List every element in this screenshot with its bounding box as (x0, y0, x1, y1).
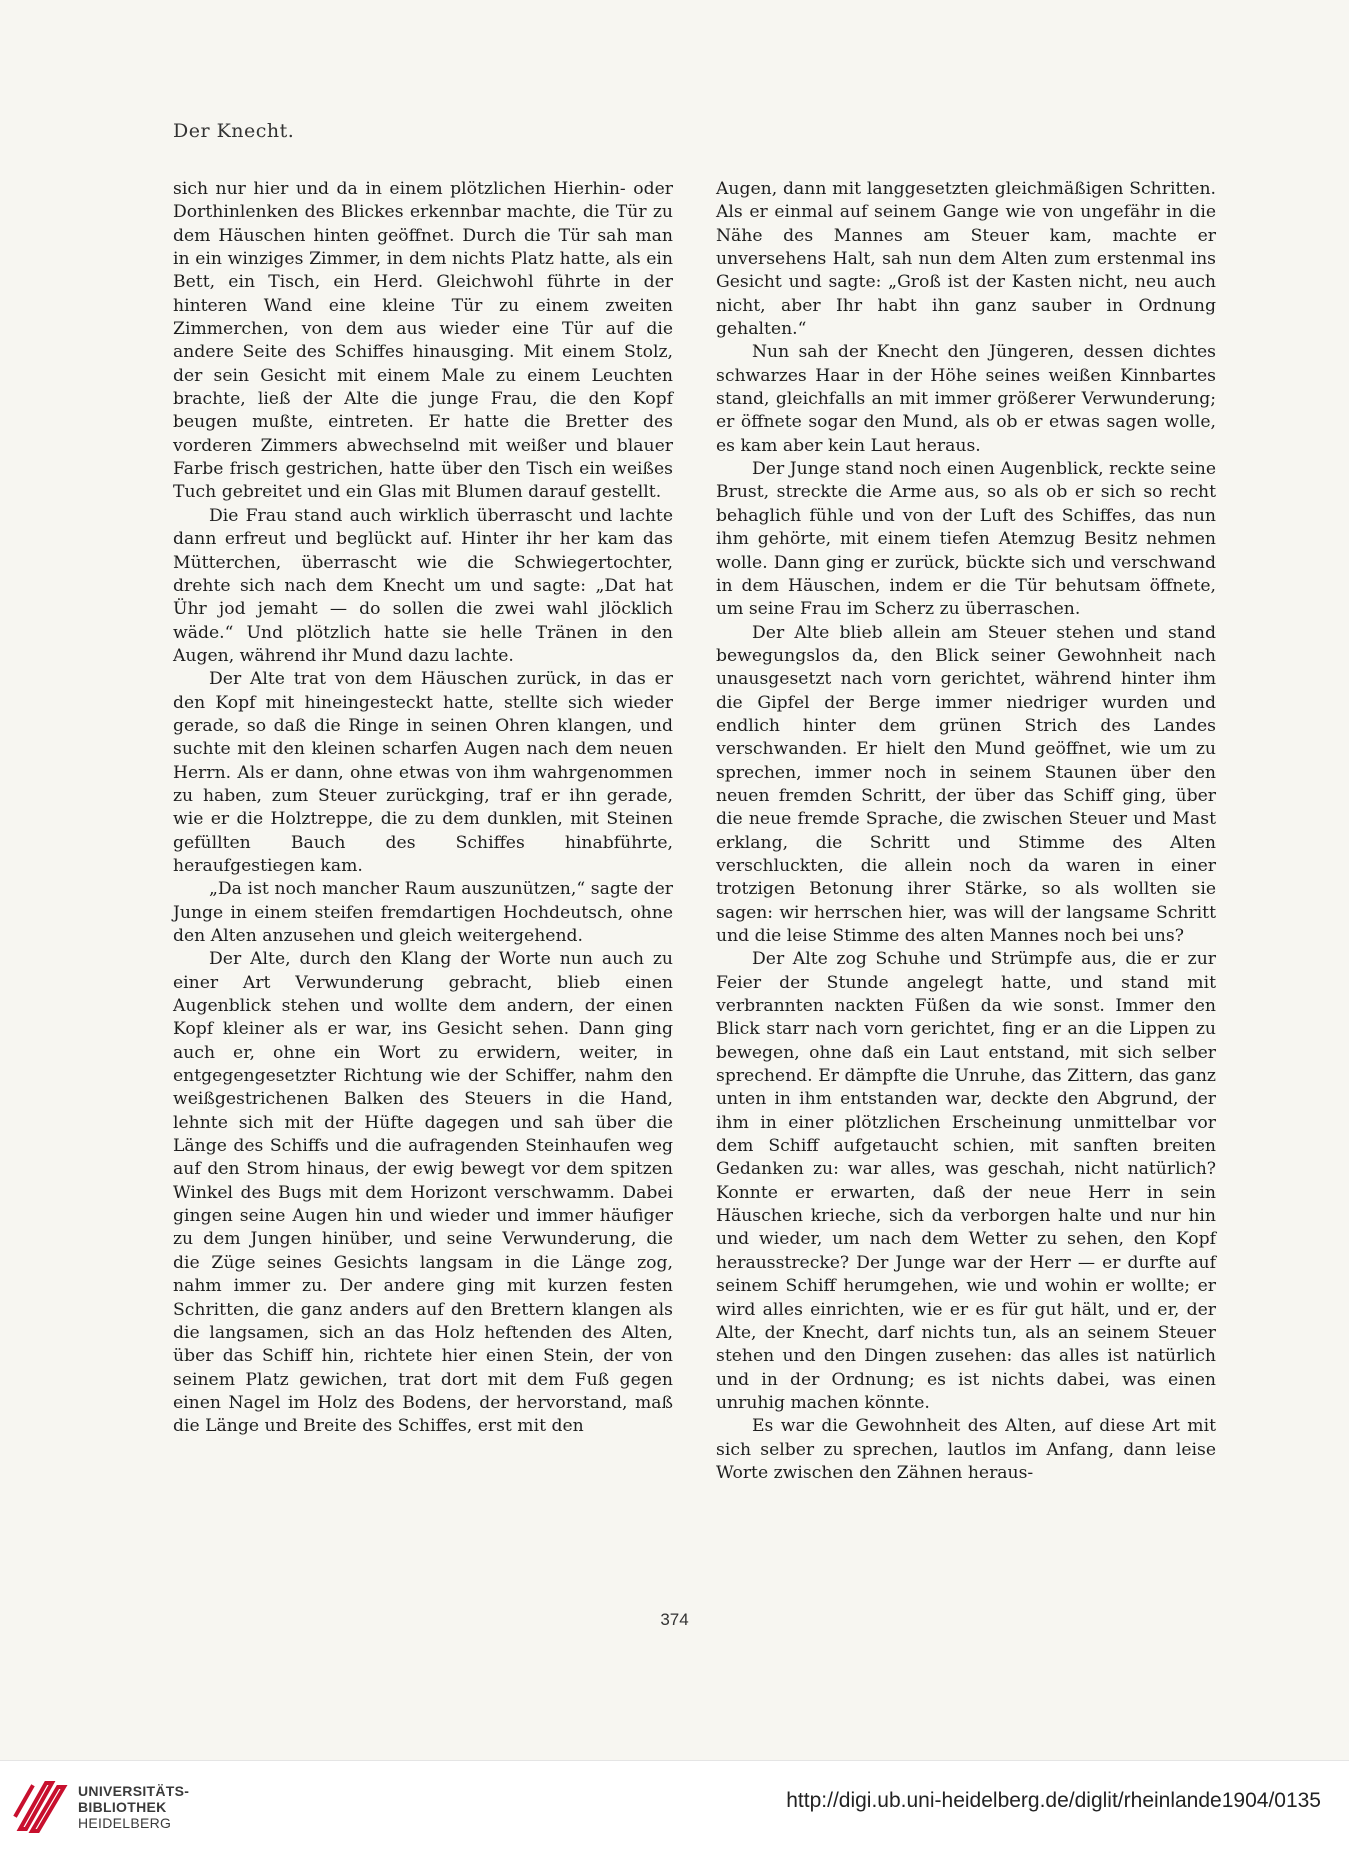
page-number: 374 (660, 1610, 689, 1629)
paragraph: Der Alte zog Schuhe und Strümpfe aus, die er zur Feier der Stunde angelegt hatte, und stand mit verbrannten nackten Füßen da wie sonst. Immer den Blick starr nach vorn gerichtet, fing er an die Lippen zu bewegen, ohne daß ein Laut entstand, mit sich selber sprechend. Er dämpfte die Unruhe, das Zittern, das ganz unten in ihm entstanden war, deckte den Abgrund, der ihm in einer plötzlichen Erscheinung unmittelbar vor dem Schiff aufgetaucht schien, mit sanften breiten Gedanken zu: war alles, was geschah, nicht natürlich? Konnte er erwarten, daß der neue Herr in sein Häuschen krieche, sich da verborgen halte und nur hin und wieder, um nach dem Wetter zu sehen, den Kopf herausstrecke? Der Junge war der Herr — er durfte auf seinem Schiff herumgehen, wie und wohin er wollte; er wird alles einrichten, wie er es für gut hält, und er, der Alte, der Knecht, darf nichts tun, als an seinem Steuer stehen und den Dingen zusehen: das alles ist natürlich und in der Ordnung; es ist nichts dabei, was einen unruhig machen könnte. (716, 949, 1216, 1413)
library-logo-icon (12, 1775, 72, 1839)
paragraph: Es war die Gewohnheit des Alten, auf diese Art mit sich selber zu sprechen, lautlos im Anfang, dann leise Worte zwischen den Zähnen heraus- (716, 1416, 1216, 1483)
left-column (173, 178, 673, 1439)
paragraph: Der Junge stand noch einen Augenblick, reckte seine Brust, streckte die Arme aus, so als ob er sich so recht behaglich fühle und von der Luft des Schiffes, das nun ihm gehörte, mit einem tiefen Atemzug Besitz nehmen wolle. Dann ging er zurück, bückte sich und verschwand in dem Häuschen, indem er die Tür behutsam öffnete, um seine Frau im Scherz zu überraschen. (716, 459, 1216, 620)
right-column (716, 178, 1216, 1485)
paragraph: Der Alte trat von dem Häuschen zurück, in das er den Kopf mit hineingesteckt hatte, stellte sich wieder gerade, so daß die Ringe in seinen Ohren klangen, und suchte mit den kleinen scharfen Augen nach dem neuen Herrn. Als er dann, ohne etwas von ihm wahrgenommen zu haben, zum Steuer zurückging, traf er ihn gerade, wie er die Holztreppe, die zu dem dunklen, mit Steinen gefüllten Bauch des Schiffes hinabführte, heraufgestiegen kam. (173, 669, 673, 876)
library-name (78, 1783, 189, 1831)
paragraph: Der Alte, durch den Klang der Worte nun auch zu einer Art Verwunderung gebracht, blieb einen Augenblick stehen und wollte dem andern, der einen Kopf kleiner als er war, ins Gesicht sehen. Dann ging auch er, ohne ein Wort zu erwidern, weiter, in entgegengesetzter Richtung wie der Schiffer, nahm den weißgestrichenen Balken des Steuers in die Hand, lehnte sich mit der Hüfte dagegen und sah über die Länge des Schiffs und die aufragenden Steinhaufen weg auf den Strom hinaus, der ewig bewegt vor dem spitzen Winkel des Bugs mit dem Horizont verschwamm. Dabei gingen seine Augen hin und wieder und immer häufiger zu dem Jungen hinüber, und seine Verwunderung, die die Züge seines Gesichts langsam in die Länge zog, nahm immer zu. Der andere ging mit kurzen festen Schritten, die ganz anders auf den Brettern klangen als die langsamen, sich an das Holz heftenden des Alten, über das Schiff hin, richtete hier einen Stein, der von seinem Platz gewichen, trat dort mit dem Fuß gegen einen Nagel im Holz des Bodens, der hervorstand, maß die Länge und Breite des Schiffes, erst mit den (173, 949, 673, 1437)
library-name-line: UNIVERSITÄTS- (78, 1783, 190, 1799)
paragraph: Nun sah der Knecht den Jüngeren, dessen dichtes schwarzes Haar in der Höhe seines weißen Kinnbartes stand, gleichfalls an mit immer größerer Verwunderung; er öffnete sogar den Mund, als ob er etwas sagen wolle, es kam aber kein Laut heraus. (716, 342, 1216, 456)
footer-bar (0, 1760, 1349, 1853)
paragraph: „Da ist noch mancher Raum auszunützen,“ sagte der Junge in einem steifen fremdartigen Hochdeutsch, ohne den Alten anzusehen und gleich weitergehend. (173, 879, 673, 946)
source-url-link[interactable]: http://digi.ub.uni-heidelberg.de/diglit/rheinlande1904/0135 (786, 1789, 1321, 1812)
paragraph: Augen, dann mit langgesetzten gleichmäßigen Schritten. Als er einmal auf seinem Gange wie von ungefähr in die Nähe des Mannes am Steuer kam, machte er unversehens Halt, sah nun dem Alten zum erstenmal ins Gesicht und sagte: „Groß ist der Kasten nicht, neu auch nicht, aber Ihr habt ihn ganz sauber in Ordnung gehalten.“ (716, 179, 1216, 340)
library-name-line: HEIDELBERG (78, 1815, 172, 1831)
library-name-line: BIBLIOTHEK (78, 1799, 167, 1815)
paragraph: Die Frau stand auch wirklich überrascht und lachte dann erfreut und beglückt auf. Hinter ihr her kam das Mütterchen, überrascht wie die Schwiegertochter, drehte sich nach dem Knecht um und sagte: „Dat hat Ühr jod jemaht — do sollen die zwei wahl jlöcklich wäde.“ Und plötzlich hatte sie helle Tränen in den Augen, während ihr Mund dazu lachte. (173, 505, 673, 666)
running-head: Der Knecht. (173, 120, 295, 142)
paragraph: sich nur hier und da in einem plötzlichen Hierhin- oder Dorthinlenken des Blickes erkennbar machte, die Tür zu dem Häuschen hinten geöffnet. Durch die Tür sah man in ein winziges Zimmer, in dem nichts Platz hatte, als ein Bett, ein Tisch, ein Herd. Gleichwohl führte in der hinteren Wand eine kleine Tür zu einem zweiten Zimmerchen, von dem aus wieder eine Tür auf die andere Seite des Schiffes hinausging. Mit einem Stolz, der sein Gesicht mit einem Male zu einem Leuchten brachte, ließ der Alte die junge Frau, die den Kopf beugen mußte, eintreten. Er hatte die Bretter des vorderen Zimmers abwechselnd mit weißer und blauer Farbe frisch gestrichen, hatte über den Tisch ein weißes Tuch gebreitet und ein Glas mit Blumen darauf gestellt. (173, 179, 673, 503)
paragraph: Der Alte blieb allein am Steuer stehen und stand bewegungslos da, den Blick seiner Gewohnheit nach unausgesetzt nach vorn gerichtet, während hinter ihm die Gipfel der Berge immer niedriger wurden und endlich hinter dem grünen Strich des Landes verschwanden. Er hielt den Mund geöffnet, wie um zu sprechen, immer noch in seinem Staunen über den neuen fremden Schritt, der über das Schiff ging, über die neue fremde Sprache, die zwischen Steuer und Mast erklang, die Schritt und Stimme des Alten verschluckten, die allein noch da waren in einer trotzigen Betonung ihrer Stärke, so als wollten sie sagen: wir herrschen hier, was will der langsame Schritt und die leise Stimme des alten Mannes noch bei uns? (716, 622, 1216, 946)
